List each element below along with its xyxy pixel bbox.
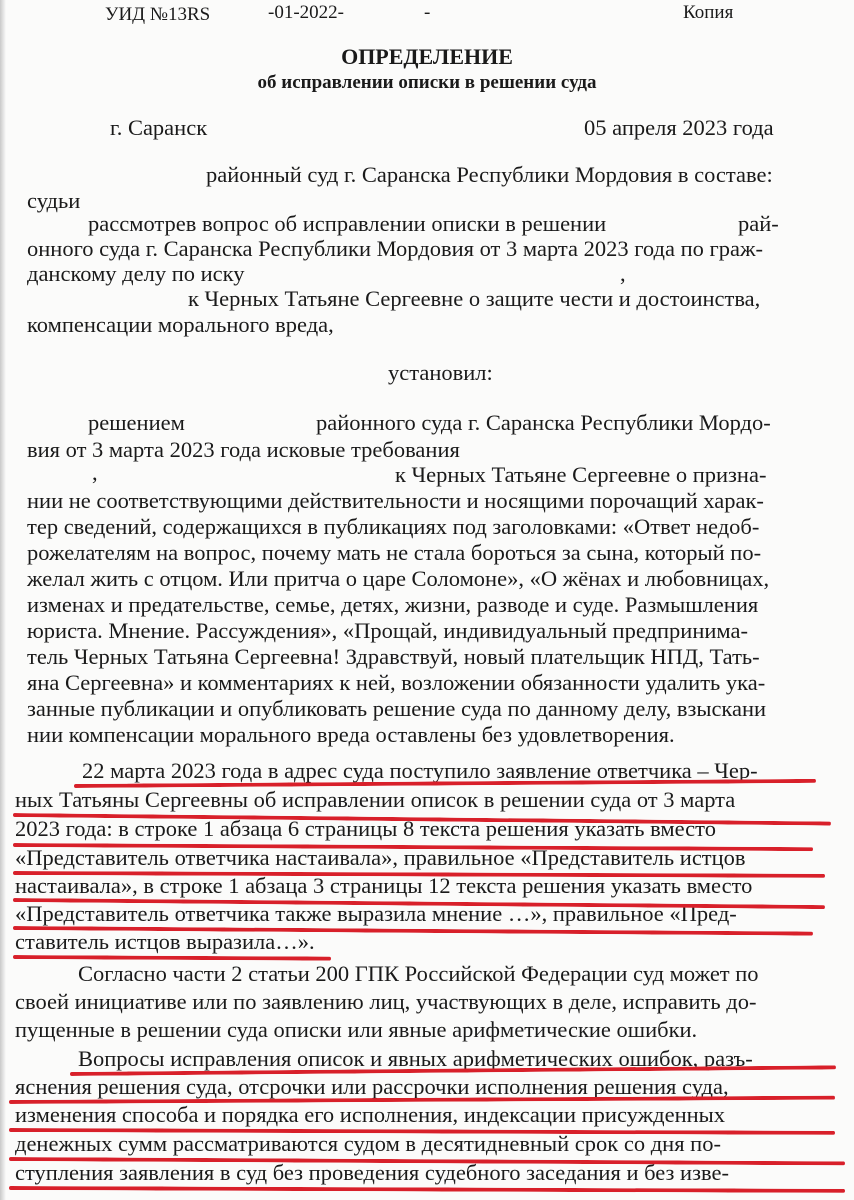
body-line: нии не соответствующими действительности и носящими порочащий харак- (27, 488, 764, 513)
body-line: тель Черных Татьяна Сергеевна! Здравствуй, новый плательщик НПД, Тать- (27, 644, 760, 669)
body-line: районного суда г. Саранска Республики Мордо- (316, 410, 771, 435)
para3-line: своей инициативе или по заявлению лиц, участвующих в деле, исправить до- (15, 989, 757, 1014)
para4-line: ступления заявления в суд без проведения судебного заседания и без изве- (15, 1160, 729, 1185)
para2-line: ставитель истцов выразила…». (15, 929, 315, 954)
para2-line: «Представитель ответчика также выразила мнение …», правильное «Пред- (15, 901, 737, 926)
body-line: тер сведений, содержащихся в публикациях под заголовками: «Ответ недоб- (27, 514, 760, 539)
body-line: решением (88, 410, 185, 435)
place: г. Саранск (110, 115, 208, 140)
body-line: яна Сергеевна» и комментариях к ней, возложении обязанности удалить ука- (27, 670, 766, 695)
para2-line: ных Татьяны Сергеевны об исправлении описок в решении суда от 3 марта (15, 787, 736, 812)
intro-line: онного суда г. Саранска Республики Мордовия от 3 марта 2023 года по граж- (27, 236, 763, 261)
body-line: нии компенсации морального вреда оставлены без удовлетворения. (27, 722, 675, 747)
body-line: юриста. Мнение. Рассуждения», «Прощай, индивидуальный предпринима- (27, 618, 748, 643)
established-heading: установил: (388, 360, 493, 385)
body-line: желал жить с отцом. Или притча о царе Соломоне», «О жёнах и любовницах, (27, 566, 770, 591)
document-subtitle: об исправлении описки в решении суда (257, 72, 597, 93)
para4-line: яснения решения суда, отсрочки или рассрочки исполнения решения суда, (15, 1074, 729, 1099)
body-line: рожелателям на вопрос, почему мать не стала бороться за сына, который по- (27, 540, 762, 565)
red-underline (9, 1186, 845, 1193)
para2-line: 22 марта 2023 года в адрес суда поступило заявление ответчика – Чер- (82, 758, 758, 783)
body-line: изменах и предательстве, семье, детях, жизни, разводе и суде. Размышления (27, 592, 759, 617)
intro-line: рассмотрев вопрос об исправлении описки в решении (88, 211, 607, 236)
intro-line: судьи (27, 188, 81, 213)
intro-line: , (620, 261, 626, 286)
para2-line: настаивала», в строке 1 абзаца 3 страницы 12 текста решения указать вместо (15, 873, 753, 898)
para2-line: «Представитель ответчика настаивала», правильное «Представитель истцов (15, 845, 746, 870)
body-line: , (92, 460, 98, 485)
scan-edge-shadow (0, 0, 6, 1200)
intro-line: к Черных Татьяне Сергеевне о защите чести и достоинства, (188, 286, 761, 311)
copy-label: Копия (683, 2, 734, 23)
case-uid-prefix: УИД №13RS (105, 4, 211, 25)
case-uid-dash: - (424, 2, 431, 23)
red-underline (13, 955, 331, 961)
body-line: вия от 3 марта 2023 года исковые требования (27, 437, 460, 462)
document-title: ОПРЕДЕЛЕНИЕ (341, 44, 513, 69)
date: 05 апреля 2023 года (584, 115, 774, 140)
intro-line: рай- (738, 211, 779, 236)
para4-line: Вопросы исправления описок и явных арифметических ошибок, разъ- (78, 1046, 753, 1071)
para2-line: 2023 года: в строке 1 абзаца 6 страницы 8 текста решения указать вместо (15, 816, 716, 841)
intro-line: данскому делу по иску (27, 261, 245, 286)
intro-line: районный суд г. Саранска Республики Мордовия в составе: (206, 162, 773, 187)
intro-line: компенсации морального вреда, (27, 312, 334, 337)
para4-line: денежных сумм рассматриваются судом в десятидневный срок со дня по- (15, 1131, 721, 1156)
para3-line: Согласно части 2 статьи 200 ГПК Российской Федерации суд может по (78, 961, 759, 986)
para3-line: пущенные в решении суда описки или явные арифметические ошибки. (15, 1017, 698, 1042)
para4-line: изменения способа и порядка его исполнения, индексации присужденных (15, 1102, 726, 1127)
body-line: занные публикации и опубликовать решение суда по данному делу, взыскани (27, 696, 767, 721)
body-line: к Черных Татьяне Сергеевне о призна- (395, 462, 767, 487)
case-uid-suffix: -01-2022- (268, 2, 344, 23)
